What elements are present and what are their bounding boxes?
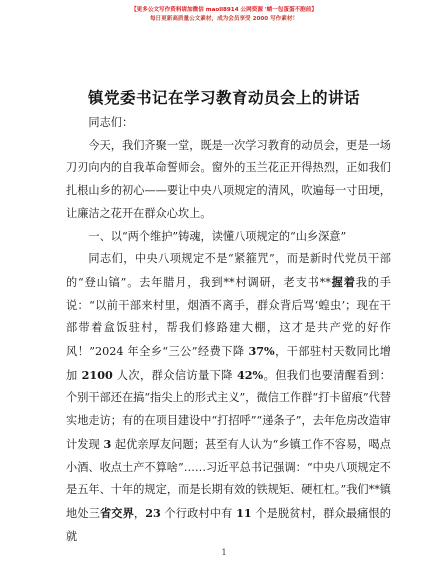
para2-bold-l: 省交界 <box>99 505 134 520</box>
para2-text-o: 个行政村中有 <box>160 506 237 520</box>
para2-text-k: 起优亲厚友问题；甚至有人认为“乡镇工作不容易，喝点小酒、收点土产不算啥”……习近平总书记强调：“中央八项规定不是五年、十年的规定，而是长期有效的铁规矩、硬杠杠。”我们**镇地处三 <box>66 437 391 520</box>
page-number: 1 <box>221 548 227 557</box>
para2-bold-d: 37% <box>248 344 275 359</box>
para2-bold-b: 握着 <box>330 274 356 289</box>
paragraph-intro: 今天，我们齐聚一堂，既是一次学习教育的动员会，更是一场刀刃向内的自我革命誓师会。窗外的玉兰花正开得热烈，正如我们扎根山乡的初心——要让中央八项规定的清风，吹遍每一寸田埂，让廉洁之花开在群众心坎上。 <box>66 138 391 220</box>
para2-text-a: 同志们，中央八项规定不是“紧箍咒”，而是新时代党员干部的“登山镐”。去年腊月，我到**村调研，老支书** <box>66 252 391 289</box>
section-heading-1: 一、以“两个维护”铸魂，读懂八项规定的“山乡深意” <box>88 229 347 243</box>
para2-text-c: 我的手说：“以前干部来村里，烟酒不离手，群众背后骂‘蝗虫’；现在干部带着盒饭驻村，帮我们修路建大棚，这才是共产党的好作风！”2024 年全乡“三公”经费下降 <box>66 275 391 359</box>
para2-bold-h: 42% <box>236 367 264 382</box>
para2-bold-f: 2100 <box>81 367 113 382</box>
para2-text-e: ，干部驻村天数同比增加 <box>66 345 391 382</box>
document-title: 镇党委书记在学习教育动员会上的讲话 <box>87 88 360 107</box>
document-body <box>66 112 391 548</box>
para2-bold-n: 23 <box>145 505 161 520</box>
paragraph-section-1 <box>66 248 391 548</box>
para2-bold-p: 11 <box>236 505 252 520</box>
para2-text-q: 个是脱贫村，群众最痛恨的就 <box>66 506 391 543</box>
para2-text-g: 人次，群众信访量下降 <box>112 368 237 382</box>
promo-banner-line-2: 每日更新高质量公文素材，成为会员享受 2000 写作素材！ <box>149 16 299 22</box>
para2-bold-j: 3 <box>103 436 112 451</box>
promo-banner <box>0 6 448 24</box>
promo-banner-line-1: 【更多公文写作资料请加微信 maoll8914 公网资源 '蜻一包蛋蛋不胞前】 <box>131 7 317 13</box>
para2-text-i: 。但我们也要清醒看到：个别干部还在搞“指尖上的形式主义”，微信工作群“打卡留痕”代替实地走访；有的在项目建设中“打招呼”“递条子”，去年危房改造审计发现 <box>66 368 391 451</box>
para2-text-m: ， <box>133 506 146 520</box>
salutation: 同志们： <box>88 116 134 129</box>
